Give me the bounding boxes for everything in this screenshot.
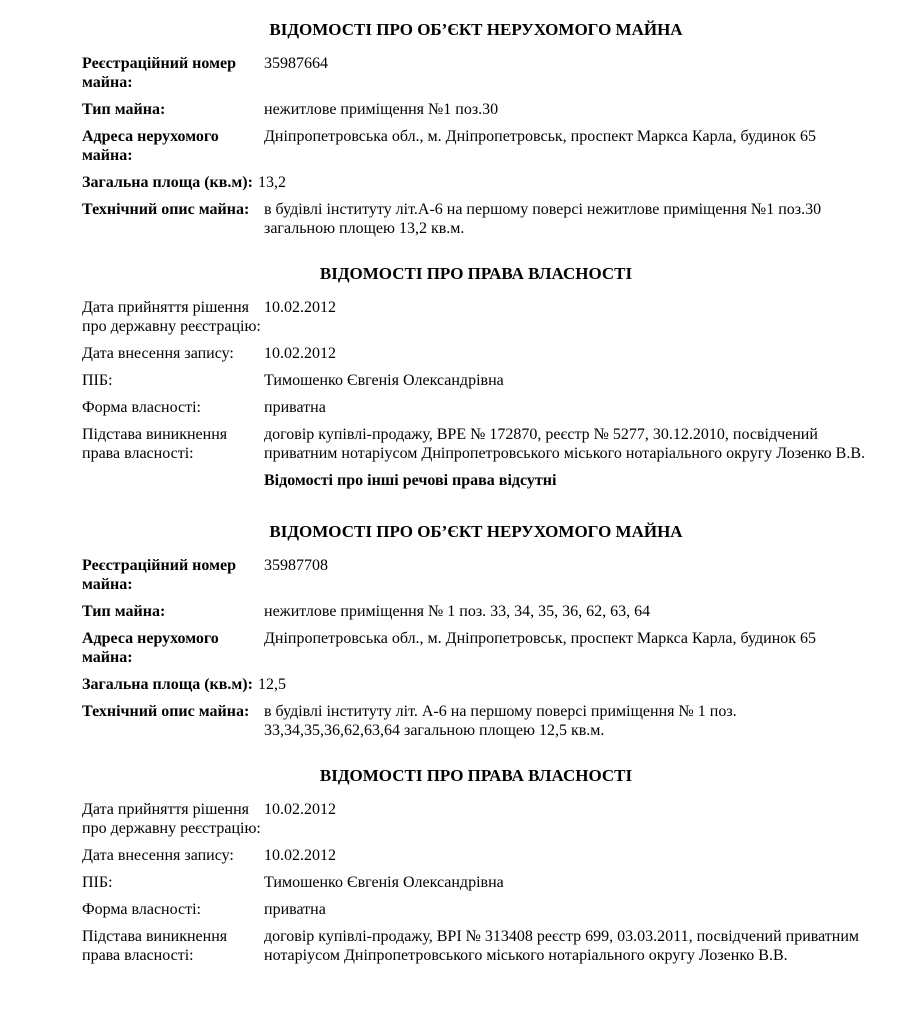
row-ownership-form [82, 896, 870, 923]
row-total-area [82, 671, 870, 698]
ownership-info-table [82, 294, 870, 494]
field-value: Тимошенко Євгенія Олександрівна [264, 372, 504, 389]
section-title-ownership: ВІДОМОСТІ ПРО ПРАВА ВЛАСНОСТІ [319, 766, 633, 785]
field-value: в будівлі інституту літ. А-6 на першому поверсі приміщення № 1 поз. 33,34,35,36,62,63,64 загальною площею 12,5 кв.м. [264, 703, 737, 739]
field-label: Тип майна: [82, 603, 166, 620]
field-value: нежитлове приміщення №1 поз.30 [264, 101, 499, 118]
field-value: 10.02.2012 [264, 801, 336, 818]
field-label: ПІБ: [82, 372, 113, 389]
field-value: 13,2 [257, 174, 286, 191]
field-value: 35987708 [264, 557, 328, 574]
row-registration-number [82, 552, 870, 598]
field-value: 12,5 [257, 676, 286, 693]
field-label: Технічний опис майна: [82, 703, 250, 720]
field-value: в будівлі інституту літ.А-6 на першому поверсі нежитлове приміщення №1 поз.30 загальною площею 13,2 кв.м. [264, 201, 822, 237]
field-value: договір купівлі-продажу, ВРЕ № 172870, реєстр № 5277, 30.12.2010, посвідчений приватним нотаріусом Дніпропетровського міського нотаріального округу Лозенко В.В. [264, 426, 866, 462]
field-label: Адреса нерухомого майна: [82, 630, 219, 666]
field-value: 10.02.2012 [264, 299, 336, 316]
row-owner-name [82, 367, 870, 394]
row-decision-date [82, 796, 870, 842]
field-label: Загальна площа (кв.м): [82, 174, 253, 191]
row-owner-name [82, 869, 870, 896]
row-technical-description [82, 196, 870, 242]
row-property-type [82, 96, 870, 123]
field-label: Форма власності: [82, 901, 201, 918]
field-value: 35987664 [264, 55, 328, 72]
field-label: Загальна площа (кв.м): [82, 676, 253, 693]
field-label: Підстава виникнення права власності: [82, 928, 228, 964]
row-ownership-form [82, 394, 870, 421]
field-label: Технічний опис майна: [82, 201, 250, 218]
field-label: Форма власності: [82, 399, 201, 416]
field-value: Тимошенко Євгенія Олександрівна [264, 874, 504, 891]
field-label: Реєстраційний номер майна: [82, 557, 236, 593]
section-title-ownership: ВІДОМОСТІ ПРО ПРАВА ВЛАСНОСТІ [319, 264, 633, 283]
field-value: 10.02.2012 [264, 847, 336, 864]
ownership-info-table [82, 796, 870, 969]
row-ownership-basis [82, 421, 870, 467]
field-value: договір купівлі-продажу, ВРІ № 313408 реєстр 699, 03.03.2011, посвідчений приватним нотаріусом Дніпропетровського міського нотаріального округу Лозенко В.В. [264, 928, 860, 964]
row-registration-number [82, 50, 870, 96]
field-label: Дата прийняття рішення про державну реєстрацію: [82, 299, 261, 335]
field-value: приватна [264, 901, 326, 918]
field-label: Дата внесення запису: [82, 345, 234, 362]
field-label: Підстава виникнення права власності: [82, 426, 228, 462]
row-total-area [82, 169, 870, 196]
row-technical-description [82, 698, 870, 744]
property-record-1 [82, 20, 870, 494]
row-property-type [82, 598, 870, 625]
field-label: Тип майна: [82, 101, 166, 118]
object-info-table [82, 50, 870, 242]
field-label: Дата прийняття рішення про державну реєстрацію: [82, 801, 261, 837]
field-label: Реєстраційний номер майна: [82, 55, 236, 91]
object-info-table [82, 552, 870, 744]
field-value: Дніпропетровська обл., м. Дніпропетровськ, проспект Маркса Карла, будинок 65 [264, 128, 817, 145]
row-other-rights-note [82, 467, 870, 494]
field-label: Адреса нерухомого майна: [82, 128, 219, 164]
field-label: ПІБ: [82, 874, 113, 891]
row-entry-date [82, 340, 870, 367]
row-ownership-basis [82, 923, 870, 969]
row-address [82, 625, 870, 671]
property-record-2 [82, 522, 870, 969]
field-value: приватна [264, 399, 326, 416]
row-decision-date [82, 294, 870, 340]
other-rights-note: Відомості про інші речові права відсутні [264, 472, 557, 489]
row-entry-date [82, 842, 870, 869]
field-value: нежитлове приміщення № 1 поз. 33, 34, 35, 36, 62, 63, 64 [264, 603, 651, 620]
row-address [82, 123, 870, 169]
field-value: Дніпропетровська обл., м. Дніпропетровськ, проспект Маркса Карла, будинок 65 [264, 630, 817, 647]
field-label: Дата внесення запису: [82, 847, 234, 864]
section-title-object: ВІДОМОСТІ ПРО ОБ’ЄКТ НЕРУХОМОГО МАЙНА [269, 20, 683, 39]
field-value: 10.02.2012 [264, 345, 336, 362]
section-title-object: ВІДОМОСТІ ПРО ОБ’ЄКТ НЕРУХОМОГО МАЙНА [269, 522, 683, 541]
